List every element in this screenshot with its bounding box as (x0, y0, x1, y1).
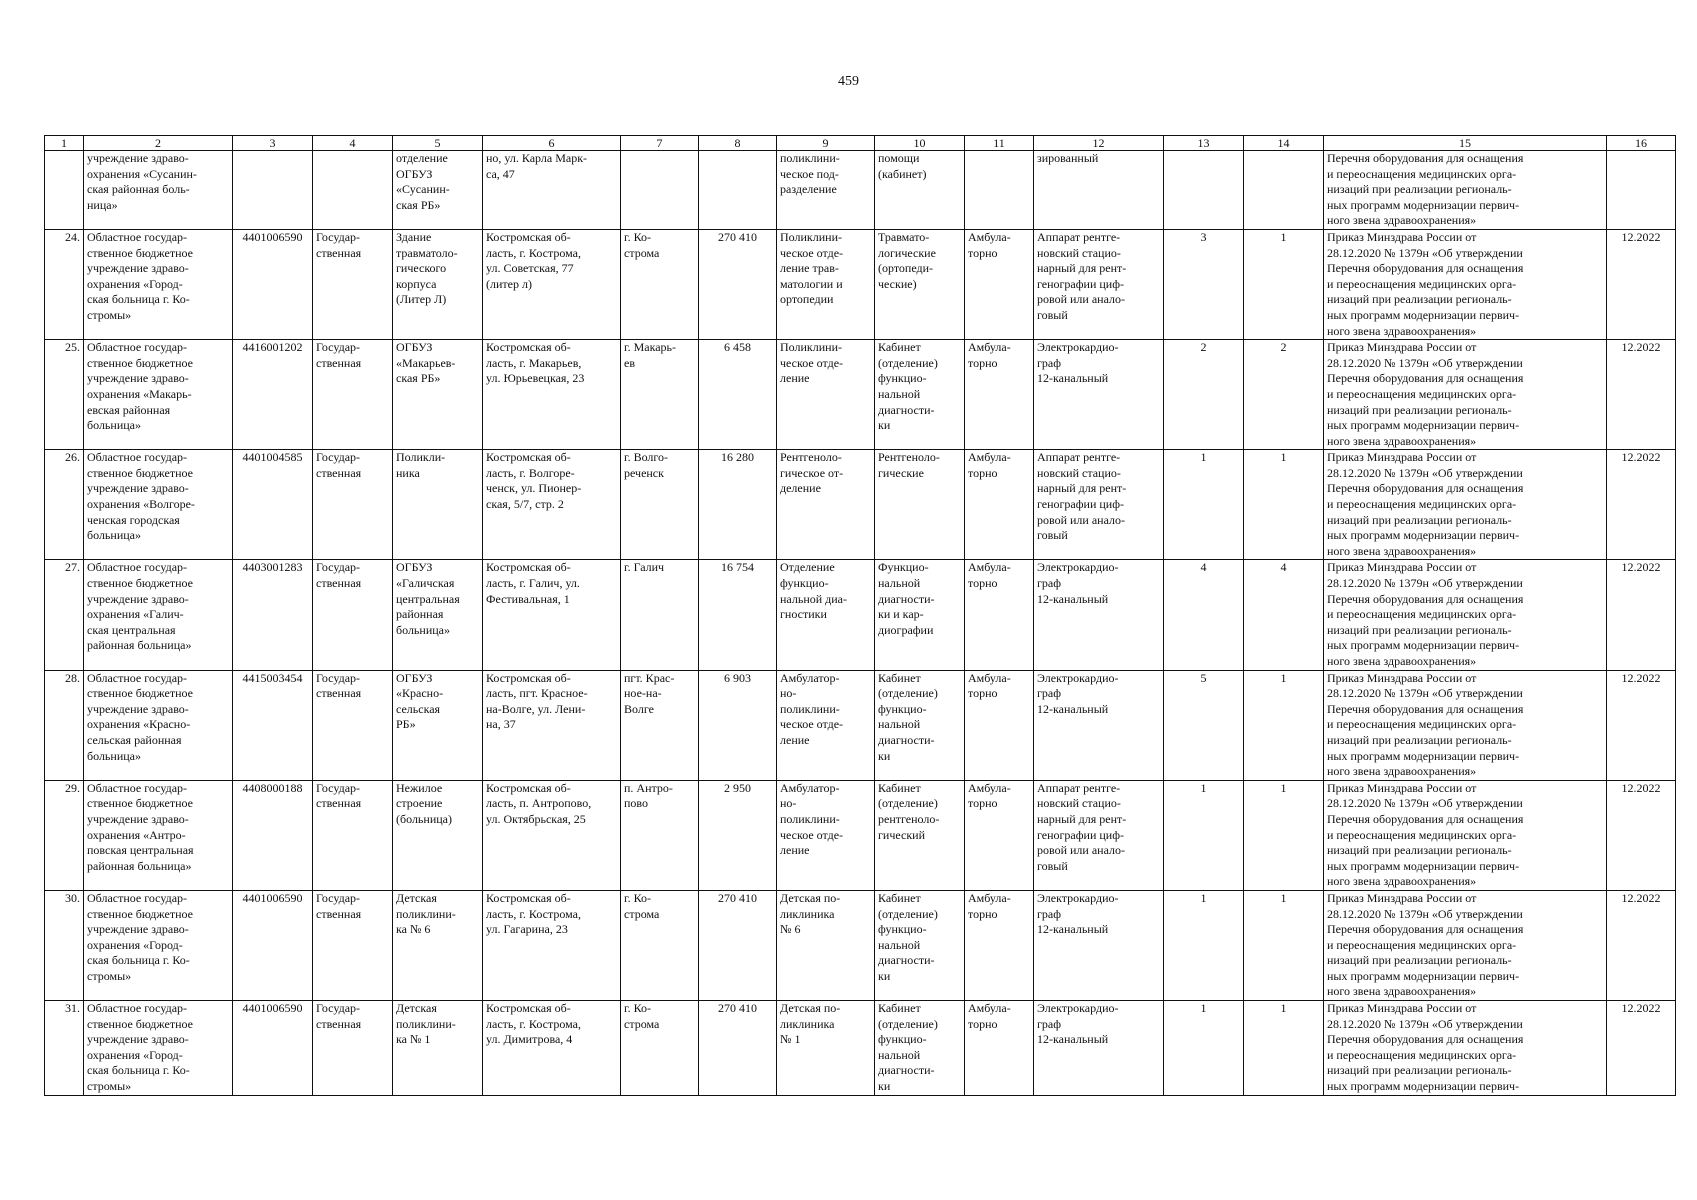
equipment-qty-second: 1 (1244, 229, 1324, 339)
care-condition: Амбула- торно (965, 670, 1034, 780)
locality: г. Галич (621, 560, 699, 670)
population: 270 410 (699, 890, 777, 1000)
locality: г. Ко- строма (621, 1001, 699, 1096)
medical-unit: Амбулатор- но- поликлини- ческое отде- ление (777, 670, 875, 780)
equipment-qty-second: 1 (1244, 1001, 1324, 1096)
row-number: 31. (45, 1001, 84, 1096)
column-number: 10 (875, 136, 965, 151)
deadline-date: 12.2022 (1607, 670, 1676, 780)
care-condition: Амбула- торно (965, 340, 1034, 450)
row-number: 24. (45, 229, 84, 339)
table-row (45, 1001, 1676, 1096)
column-number: 4 (313, 136, 393, 151)
row-number (45, 151, 84, 230)
row-number: 28. (45, 670, 84, 780)
table-row (45, 560, 1676, 670)
equipment-qty-second (1244, 151, 1324, 230)
cabinet-type: Функцио- нальной диагности- ки и кар- диографии (875, 560, 965, 670)
equipment-name: Электрокардио- граф 12-канальный (1034, 670, 1164, 780)
ownership-form (313, 151, 393, 230)
row-number: 30. (45, 890, 84, 1000)
equipment-qty: 4 (1164, 560, 1244, 670)
equipment-name: Аппарат рентге- новский стацио- нарный для рент- генографии циф- ровой или анало- говый (1034, 229, 1164, 339)
facility-address: Костромская об- ласть, г. Кострома, ул. Димитрова, 4 (483, 1001, 621, 1096)
legal-basis: Приказ Минздрава России от 28.12.2020 № 1379н «Об утверждении Перечня оборудования для оснащения и переоснащения медицинских орга- низаций при реализации региональ- ных программ модернизации первич- ного звена здравоохранения» (1324, 670, 1607, 780)
cabinet-type: Травмато- логические (ортопеди- ческие) (875, 229, 965, 339)
facility-object: Нежилое строение (больница) (393, 780, 483, 890)
inn-code: 4416001202 (233, 340, 313, 450)
equipment-name: Электрокардио- граф 12-канальный (1034, 1001, 1164, 1096)
page-number: 459 (838, 74, 859, 89)
ownership-form: Государ- ственная (313, 890, 393, 1000)
organization-name: Областное государ- ственное бюджетное учреждение здраво- охранения «Галич- ская центральная районная больница» (84, 560, 233, 670)
deadline-date: 12.2022 (1607, 560, 1676, 670)
inn-code: 4401004585 (233, 450, 313, 560)
deadline-date: 12.2022 (1607, 450, 1676, 560)
column-number: 9 (777, 136, 875, 151)
locality: г. Волго- реченск (621, 450, 699, 560)
ownership-form: Государ- ственная (313, 1001, 393, 1096)
facility-address: Костромская об- ласть, г. Макарьев, ул. Юрьевецкая, 23 (483, 340, 621, 450)
deadline-date: 12.2022 (1607, 780, 1676, 890)
column-number: 7 (621, 136, 699, 151)
medical-unit: Поликлини- ческое отде- ление (777, 340, 875, 450)
column-number: 14 (1244, 136, 1324, 151)
facility-object: Детская поликлини- ка № 6 (393, 890, 483, 1000)
ownership-form: Государ- ственная (313, 450, 393, 560)
equipment-qty: 1 (1164, 780, 1244, 890)
organization-name: Областное государ- ственное бюджетное учреждение здраво- охранения «Город- ская больница г. Ко- стромы» (84, 890, 233, 1000)
facility-object: ОГБУЗ «Галичская центральная районная больница» (393, 560, 483, 670)
organization-name: Областное государ- ственное бюджетное учреждение здраво- охранения «Город- ская больница г. Ко- стромы» (84, 1001, 233, 1096)
legal-basis: Приказ Минздрава России от 28.12.2020 № 1379н «Об утверждении Перечня оборудования для оснащения и переоснащения медицинских орга- низаций при реализации региональ- ных программ модернизации первич- ного звена здравоохранения» (1324, 229, 1607, 339)
organization-name: Областное государ- ственное бюджетное учреждение здраво- охранения «Красно- сельская районная больница» (84, 670, 233, 780)
table-row (45, 890, 1676, 1000)
cabinet-type: Кабинет (отделение) функцио- нальной диагности- ки (875, 890, 965, 1000)
inn-code: 4401006590 (233, 1001, 313, 1096)
column-number: 16 (1607, 136, 1676, 151)
inn-code: 4401006590 (233, 890, 313, 1000)
column-number: 8 (699, 136, 777, 151)
inn-code (233, 151, 313, 230)
equipment-qty-second: 1 (1244, 780, 1324, 890)
ownership-form: Государ- ственная (313, 560, 393, 670)
facility-address: Костромская об- ласть, п. Антропово, ул. Октябрьская, 25 (483, 780, 621, 890)
population: 16 280 (699, 450, 777, 560)
table-row (45, 780, 1676, 890)
cabinet-type: Кабинет (отделение) функцио- нальной диагности- ки (875, 340, 965, 450)
equipment-qty-second: 2 (1244, 340, 1324, 450)
facility-object: ОГБУЗ «Красно- сельская РБ» (393, 670, 483, 780)
equipment-qty-second: 1 (1244, 450, 1324, 560)
table-body (45, 136, 1676, 1096)
cabinet-type: Рентгеноло- гические (875, 450, 965, 560)
legal-basis: Приказ Минздрава России от 28.12.2020 № 1379н «Об утверждении Перечня оборудования для оснащения и переоснащения медицинских орга- низаций при реализации региональ- ных программ модернизации первич- ного звена здравоохранения» (1324, 560, 1607, 670)
equipment-qty (1164, 151, 1244, 230)
care-condition: Амбула- торно (965, 450, 1034, 560)
table-row (45, 151, 1676, 230)
column-number-row (45, 136, 1676, 151)
care-condition (965, 151, 1034, 230)
care-condition: Амбула- торно (965, 1001, 1034, 1096)
population: 2 950 (699, 780, 777, 890)
ownership-form: Государ- ственная (313, 229, 393, 339)
facility-address: Костромская об- ласть, пгт. Красное- на-Волге, ул. Лени- на, 37 (483, 670, 621, 780)
population: 16 754 (699, 560, 777, 670)
equipment-name: Электрокардио- граф 12-канальный (1034, 560, 1164, 670)
population (699, 151, 777, 230)
legal-basis: Приказ Минздрава России от 28.12.2020 № 1379н «Об утверждении Перечня оборудования для оснащения и переоснащения медицинских орга- низаций при реализации региональ- ных программ модернизации первич- ного звена здравоохранения» (1324, 780, 1607, 890)
facility-address: Костромская об- ласть, г. Волгоре- ченск, ул. Пионер- ская, 5/7, стр. 2 (483, 450, 621, 560)
equipment-qty: 5 (1164, 670, 1244, 780)
population: 270 410 (699, 229, 777, 339)
inn-code: 4401006590 (233, 229, 313, 339)
inn-code: 4408000188 (233, 780, 313, 890)
deadline-date: 12.2022 (1607, 1001, 1676, 1096)
column-number: 11 (965, 136, 1034, 151)
equipment-qty: 2 (1164, 340, 1244, 450)
column-number: 2 (84, 136, 233, 151)
locality: пгт. Крас- ное-на- Волге (621, 670, 699, 780)
table-row (45, 670, 1676, 780)
legal-basis: Приказ Минздрава России от 28.12.2020 № 1379н «Об утверждении Перечня оборудования для оснащения и переоснащения медицинских орга- низаций при реализации региональ- ных программ модернизации первич- ного звена здравоохранения» (1324, 890, 1607, 1000)
care-condition: Амбула- торно (965, 890, 1034, 1000)
locality: г. Ко- строма (621, 890, 699, 1000)
table-row (45, 450, 1676, 560)
row-number: 29. (45, 780, 84, 890)
equipment-qty: 1 (1164, 450, 1244, 560)
column-number: 15 (1324, 136, 1607, 151)
medical-unit: поликлини- ческое под- разделение (777, 151, 875, 230)
equipment-qty-second: 1 (1244, 670, 1324, 780)
legal-basis: Приказ Минздрава России от 28.12.2020 № 1379н «Об утверждении Перечня оборудования для оснащения и переоснащения медицинских орга- низаций при реализации региональ- ных программ модернизации первич- ного звена здравоохранения» (1324, 450, 1607, 560)
equipment-name: зированный (1034, 151, 1164, 230)
ownership-form: Государ- ственная (313, 670, 393, 780)
medical-unit: Поликлини- ческое отде- ление трав- матологии и ортопедии (777, 229, 875, 339)
cabinet-type: помощи (кабинет) (875, 151, 965, 230)
row-number: 27. (45, 560, 84, 670)
cabinet-type: Кабинет (отделение) рентгеноло- гический (875, 780, 965, 890)
equipment-qty: 1 (1164, 1001, 1244, 1096)
equipment-table (44, 135, 1676, 1096)
deadline-date (1607, 151, 1676, 230)
equipment-qty-second: 1 (1244, 890, 1324, 1000)
equipment-qty: 1 (1164, 890, 1244, 1000)
column-number: 6 (483, 136, 621, 151)
facility-object: Здание травматоло- гического корпуса (Литер Л) (393, 229, 483, 339)
deadline-date: 12.2022 (1607, 340, 1676, 450)
row-number: 26. (45, 450, 84, 560)
facility-address: Костромская об- ласть, г. Кострома, ул. Гагарина, 23 (483, 890, 621, 1000)
row-number: 25. (45, 340, 84, 450)
column-number: 12 (1034, 136, 1164, 151)
column-number: 5 (393, 136, 483, 151)
facility-object: Детская поликлини- ка № 1 (393, 1001, 483, 1096)
equipment-qty-second: 4 (1244, 560, 1324, 670)
equipment-qty: 3 (1164, 229, 1244, 339)
equipment-name: Электрокардио- граф 12-канальный (1034, 340, 1164, 450)
cabinet-type: Кабинет (отделение) функцио- нальной диагности- ки (875, 670, 965, 780)
medical-unit: Рентгеноло- гическое от- деление (777, 450, 875, 560)
column-number: 1 (45, 136, 84, 151)
cabinet-type: Кабинет (отделение) функцио- нальной диагности- ки (875, 1001, 965, 1096)
table-row (45, 229, 1676, 339)
locality: п. Антро- пово (621, 780, 699, 890)
population: 6 903 (699, 670, 777, 780)
population: 6 458 (699, 340, 777, 450)
facility-object: отделение ОГБУЗ «Сусанин- ская РБ» (393, 151, 483, 230)
locality: г. Макарь- ев (621, 340, 699, 450)
deadline-date: 12.2022 (1607, 890, 1676, 1000)
deadline-date: 12.2022 (1607, 229, 1676, 339)
facility-object: Поликли- ника (393, 450, 483, 560)
medical-unit: Амбулатор- но- поликлини- ческое отде- ление (777, 780, 875, 890)
care-condition: Амбула- торно (965, 229, 1034, 339)
medical-unit: Детская по- ликлиника № 1 (777, 1001, 875, 1096)
organization-name: учреждение здраво- охранения «Сусанин- ская районная боль- ница» (84, 151, 233, 230)
legal-basis: Перечня оборудования для оснащения и переоснащения медицинских орга- низаций при реализации региональ- ных программ модернизации первич- ного звена здравоохранения» (1324, 151, 1607, 230)
ownership-form: Государ- ственная (313, 340, 393, 450)
organization-name: Областное государ- ственное бюджетное учреждение здраво- охранения «Город- ская больница г. Ко- стромы» (84, 229, 233, 339)
locality (621, 151, 699, 230)
facility-address: Костромская об- ласть, г. Кострома, ул. Советская, 77 (литер л) (483, 229, 621, 339)
equipment-name: Электрокардио- граф 12-канальный (1034, 890, 1164, 1000)
medical-unit: Отделение функцио- нальной диа- гностики (777, 560, 875, 670)
legal-basis: Приказ Минздрава России от 28.12.2020 № 1379н «Об утверждении Перечня оборудования для оснащения и переоснащения медицинских орга- низаций при реализации региональ- ных программ модернизации первич- (1324, 1001, 1607, 1096)
population: 270 410 (699, 1001, 777, 1096)
equipment-name: Аппарат рентге- новский стацио- нарный для рент- генографии циф- ровой или анало- говый (1034, 450, 1164, 560)
legal-basis: Приказ Минздрава России от 28.12.2020 № 1379н «Об утверждении Перечня оборудования для оснащения и переоснащения медицинских орга- низаций при реализации региональ- ных программ модернизации первич- ного звена здравоохранения» (1324, 340, 1607, 450)
medical-unit: Детская по- ликлиника № 6 (777, 890, 875, 1000)
organization-name: Областное государ- ственное бюджетное учреждение здраво- охранения «Антро- повская центральная районная больница» (84, 780, 233, 890)
care-condition: Амбула- торно (965, 780, 1034, 890)
locality: г. Ко- строма (621, 229, 699, 339)
organization-name: Областное государ- ственное бюджетное учреждение здраво- охранения «Макарь- евская районная больница» (84, 340, 233, 450)
inn-code: 4415003454 (233, 670, 313, 780)
table-row (45, 340, 1676, 450)
ownership-form: Государ- ственная (313, 780, 393, 890)
inn-code: 4403001283 (233, 560, 313, 670)
column-number: 13 (1164, 136, 1244, 151)
equipment-name: Аппарат рентге- новский стацио- нарный для рент- генографии циф- ровой или анало- говый (1034, 780, 1164, 890)
care-condition: Амбула- торно (965, 560, 1034, 670)
column-number: 3 (233, 136, 313, 151)
facility-address: но, ул. Карла Марк- са, 47 (483, 151, 621, 230)
facility-address: Костромская об- ласть, г. Галич, ул. Фестивальная, 1 (483, 560, 621, 670)
organization-name: Областное государ- ственное бюджетное учреждение здраво- охранения «Волгоре- ченская городская больница» (84, 450, 233, 560)
facility-object: ОГБУЗ «Макарьев- ская РБ» (393, 340, 483, 450)
